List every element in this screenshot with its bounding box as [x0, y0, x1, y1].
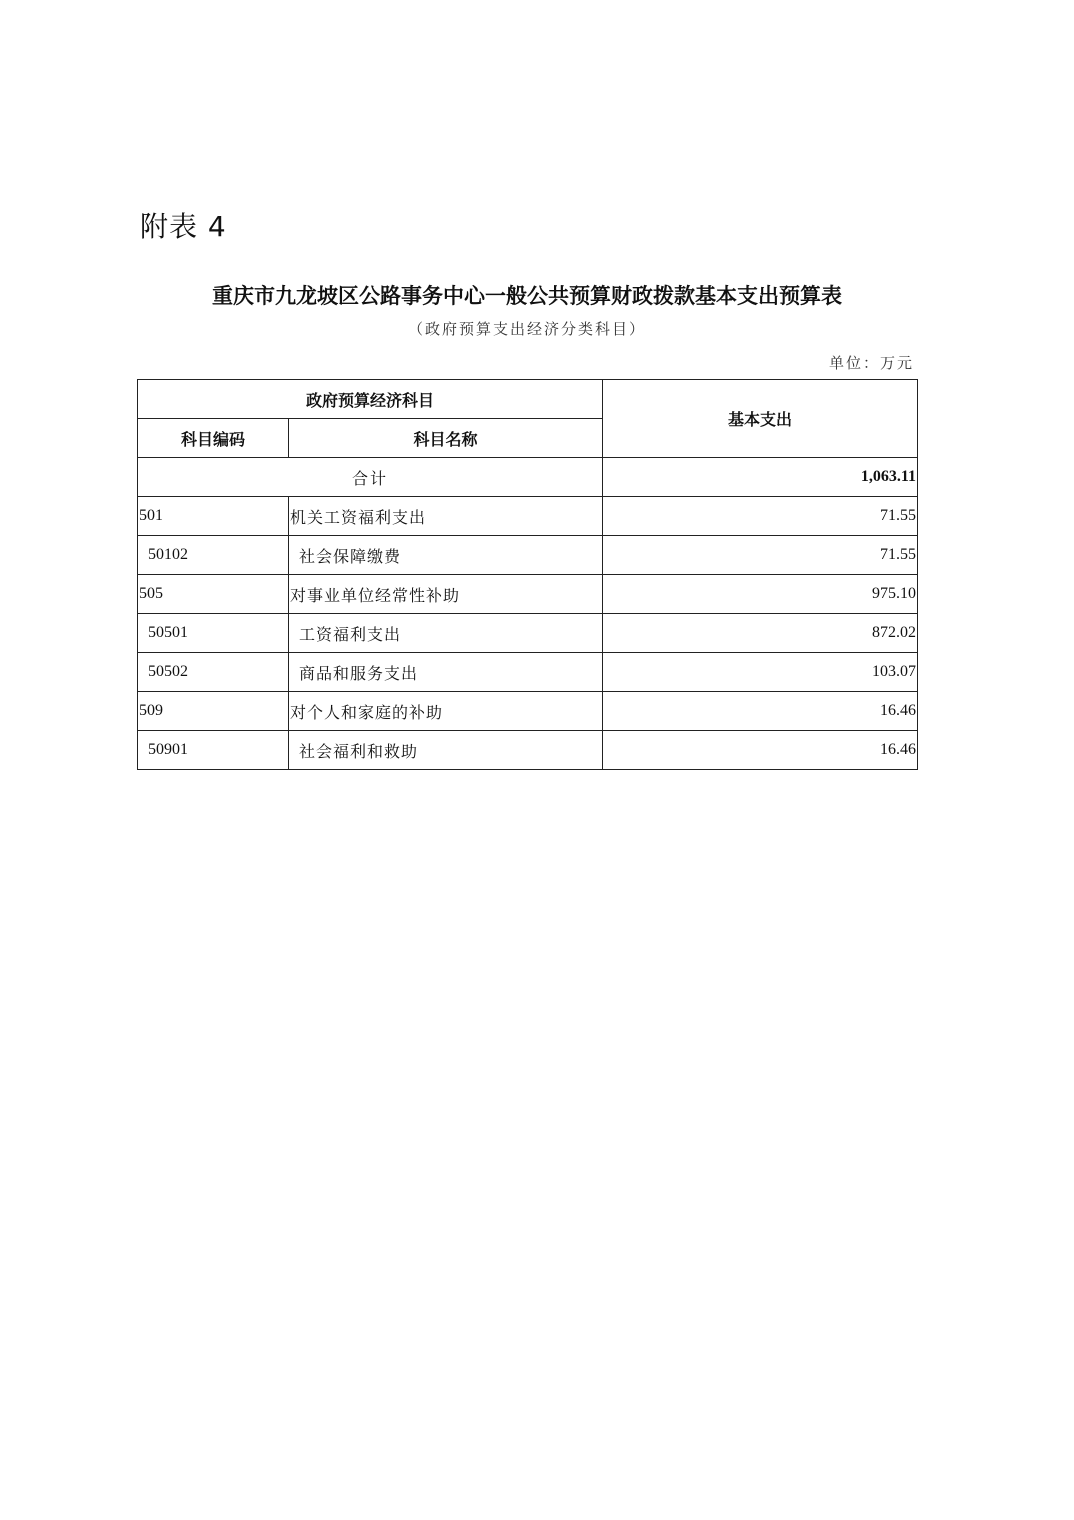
budget-table	[137, 379, 918, 770]
row-code: 50102	[138, 536, 289, 575]
row-amount: 16.46	[603, 692, 918, 731]
table-row	[138, 575, 918, 614]
table-row	[138, 731, 918, 770]
row-amount: 71.55	[603, 536, 918, 575]
row-name: 社会福利和救助	[289, 731, 603, 770]
row-name: 工资福利支出	[289, 614, 603, 653]
row-code: 50502	[138, 653, 289, 692]
row-name: 机关工资福利支出	[289, 497, 603, 536]
row-amount: 103.07	[603, 653, 918, 692]
total-row	[138, 458, 918, 497]
row-amount: 975.10	[603, 575, 918, 614]
table-row	[138, 614, 918, 653]
unit-label: 单位：万元	[828, 354, 914, 372]
group-header: 政府预算经济科目	[138, 380, 603, 419]
row-name: 对事业单位经常性补助	[289, 575, 603, 614]
row-amount: 872.02	[603, 614, 918, 653]
table-row	[138, 536, 918, 575]
table-row	[138, 653, 918, 692]
table-row	[138, 692, 918, 731]
row-code: 50501	[138, 614, 289, 653]
row-code: 501	[138, 497, 289, 536]
total-label: 合计	[138, 458, 603, 497]
row-code: 50901	[138, 731, 289, 770]
header-row-group	[138, 380, 918, 419]
row-name: 商品和服务支出	[289, 653, 603, 692]
appendix-label: 附表 4	[140, 210, 227, 243]
row-amount: 71.55	[603, 497, 918, 536]
row-amount: 16.46	[603, 731, 918, 770]
row-code: 509	[138, 692, 289, 731]
row-name: 社会保障缴费	[289, 536, 603, 575]
row-code: 505	[138, 575, 289, 614]
table-row	[138, 497, 918, 536]
page-subtitle: （政府预算支出经济分类科目）	[407, 320, 646, 338]
amount-header: 基本支出	[603, 380, 918, 458]
total-value: 1,063.11	[603, 458, 918, 497]
page-title: 重庆市九龙坡区公路事务中心一般公共预算财政拨款基本支出预算表	[212, 283, 842, 308]
row-name: 对个人和家庭的补助	[289, 692, 603, 731]
name-header: 科目名称	[289, 419, 603, 458]
code-header: 科目编码	[138, 419, 289, 458]
